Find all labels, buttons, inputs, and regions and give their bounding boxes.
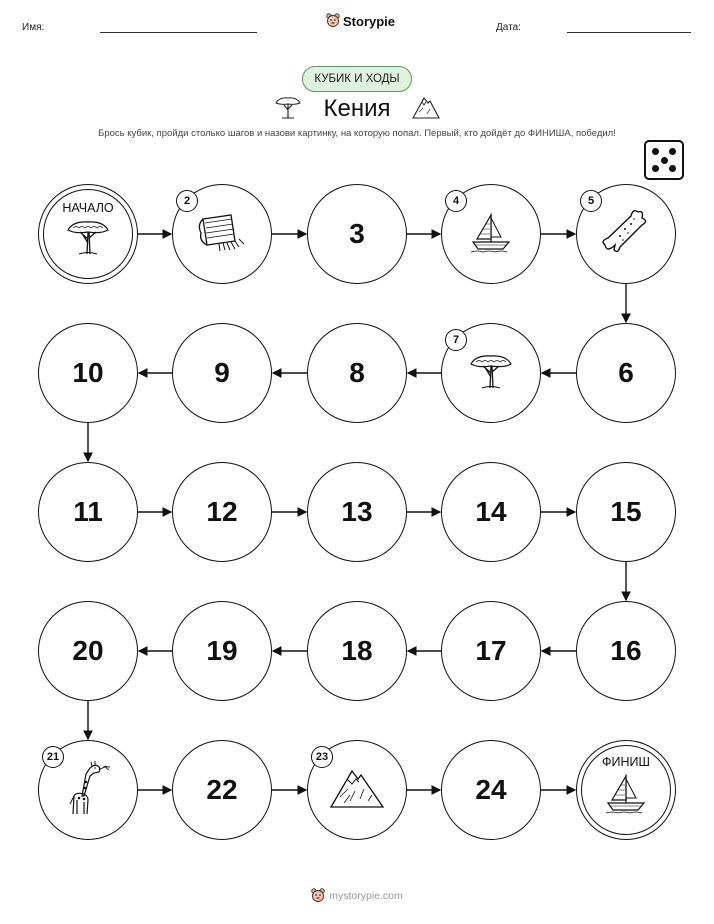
space-number: 24 xyxy=(475,774,507,805)
space-number: 13 xyxy=(341,496,373,527)
space-number: 18 xyxy=(341,635,373,666)
number-space-13 xyxy=(307,462,407,562)
space-number: 12 xyxy=(206,496,238,527)
space-number: 20 xyxy=(72,635,104,666)
number-space-9 xyxy=(172,323,272,423)
number-space-12 xyxy=(172,462,272,562)
number-space-17 xyxy=(441,601,541,701)
space-number-tag: 4 xyxy=(445,190,467,212)
number-space-11 xyxy=(38,462,138,562)
acacia-tree-icon xyxy=(468,351,514,396)
space-number: 3 xyxy=(349,218,365,249)
number-space-22 xyxy=(172,740,272,840)
number-space-24 xyxy=(441,740,541,840)
space-number: 9 xyxy=(214,357,230,388)
number-space-15 xyxy=(576,462,676,562)
blanket-icon xyxy=(195,211,249,258)
number-space-6 xyxy=(576,323,676,423)
game-type-badge: КУБИК И ХОДЫ xyxy=(302,66,412,92)
start-space xyxy=(38,184,138,284)
space-number: 16 xyxy=(610,635,642,666)
number-space-19 xyxy=(172,601,272,701)
picture-space-2 xyxy=(172,184,272,284)
footer-url: mystorypie.com xyxy=(329,890,403,902)
mountain-icon xyxy=(328,765,386,816)
space-number: 15 xyxy=(610,496,642,527)
date-label: Дата: xyxy=(496,22,521,33)
footer xyxy=(0,888,714,904)
space-number-tag: 2 xyxy=(176,190,198,212)
instructions-text: Брось кубик, пройди столько шагов и назови картинку, на которую попал. Первый, кто дойдёт до ФИНИША, победил! xyxy=(98,128,616,139)
space-number-tag: 21 xyxy=(42,746,64,768)
picture-space-23 xyxy=(307,740,407,840)
title-text: Кения xyxy=(323,95,391,122)
picture-space-5 xyxy=(576,184,676,284)
number-space-8 xyxy=(307,323,407,423)
number-space-16 xyxy=(576,601,676,701)
space-number: 14 xyxy=(475,496,507,527)
giraffe-icon xyxy=(64,760,112,821)
bear-mascot-icon xyxy=(311,888,325,904)
finish-label: ФИНИШ xyxy=(602,754,650,769)
space-number: 10 xyxy=(72,357,104,388)
space-number-tag: 5 xyxy=(580,190,602,212)
space-number: 19 xyxy=(206,635,238,666)
sailboat-icon xyxy=(604,771,648,820)
space-number: 17 xyxy=(475,635,507,666)
picture-space-21 xyxy=(38,740,138,840)
space-number-tag: 7 xyxy=(445,329,467,351)
picture-space-7 xyxy=(441,323,541,423)
space-number-tag: 23 xyxy=(311,746,333,768)
space-number: 22 xyxy=(206,774,238,805)
bone-icon xyxy=(601,207,651,262)
sailboat-icon xyxy=(469,210,513,259)
number-space-20 xyxy=(38,601,138,701)
number-space-18 xyxy=(307,601,407,701)
start-label: НАЧАЛО xyxy=(62,200,114,215)
space-number: 6 xyxy=(618,357,634,388)
number-space-10 xyxy=(38,323,138,423)
finish-space xyxy=(576,740,676,840)
space-number: 8 xyxy=(349,357,365,388)
acacia-tree-icon xyxy=(65,217,111,262)
picture-space-4 xyxy=(441,184,541,284)
space-number: 11 xyxy=(73,496,103,527)
name-label: Имя: xyxy=(22,22,45,33)
logo-text: Storypie xyxy=(343,13,396,29)
number-space-3 xyxy=(307,184,407,284)
number-space-14 xyxy=(441,462,541,562)
